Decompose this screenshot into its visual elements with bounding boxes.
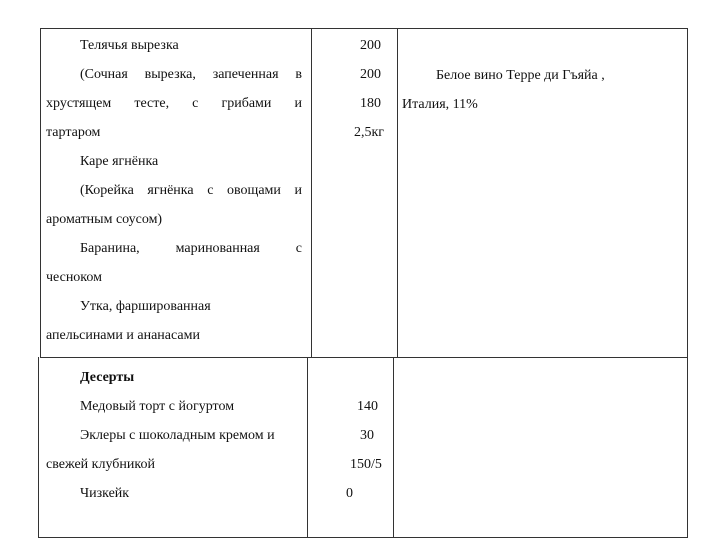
quantity-value: 30 bbox=[360, 428, 374, 443]
dish-duck-line1: Утка, фаршированная bbox=[80, 299, 211, 314]
dessert-cheesecake: Чизкейк bbox=[80, 486, 130, 501]
dessert-honey-cake: Медовый торт с йогуртом bbox=[80, 399, 235, 414]
section-divider bbox=[40, 357, 688, 358]
table-right-border bbox=[687, 28, 688, 538]
column-divider-1-top bbox=[311, 28, 312, 358]
dish-veal-desc-line3: тартаром bbox=[46, 125, 101, 140]
dessert-eclairs-line1: Эклеры с шоколадным кремом и bbox=[80, 428, 275, 443]
dish-lamb-rack-desc-line2: ароматным соусом) bbox=[46, 212, 163, 227]
quantity-value: 2,5кг bbox=[354, 125, 385, 140]
dish-veal-title: Телячья вырезка bbox=[80, 38, 179, 53]
dessert-eclairs-line2: свежей клубникой bbox=[46, 457, 155, 472]
table-left-border-bottom bbox=[38, 357, 39, 538]
quantity-value: 140 bbox=[357, 399, 378, 414]
wine-origin: Италия, 11% bbox=[402, 97, 478, 112]
dish-veal-desc-line1: (Сочная вырезка, запеченная в bbox=[80, 67, 302, 82]
quantity-value: 180 bbox=[360, 96, 381, 111]
dish-lamb-rack-desc-line1: (Корейка ягнёнка с овощами и bbox=[80, 183, 302, 198]
dish-duck-line2: апельсинами и ананасами bbox=[46, 328, 200, 343]
desserts-heading: Десерты bbox=[80, 370, 135, 385]
table-left-border-top bbox=[40, 28, 41, 358]
dish-lamb-rack-title: Каре ягнёнка bbox=[80, 154, 159, 169]
table-bottom-border bbox=[38, 537, 688, 538]
quantity-value: 150/5 bbox=[350, 457, 382, 472]
table-top-border bbox=[40, 28, 688, 29]
quantity-value: 0 bbox=[346, 486, 353, 501]
column-divider-2-top bbox=[397, 28, 398, 358]
dish-veal-desc-line2: хрустящем тесте, с грибами и bbox=[46, 96, 302, 111]
column-divider-1-bottom bbox=[307, 357, 308, 538]
column-divider-2-bottom bbox=[393, 357, 394, 538]
dish-mutton-line2: чесноком bbox=[46, 270, 102, 285]
dish-mutton-line1: Баранина, маринованная с bbox=[80, 241, 302, 256]
wine-name: Белое вино Терре ди Гъяйа , bbox=[436, 68, 605, 83]
quantity-value: 200 bbox=[360, 38, 381, 53]
quantity-value: 200 bbox=[360, 67, 381, 82]
